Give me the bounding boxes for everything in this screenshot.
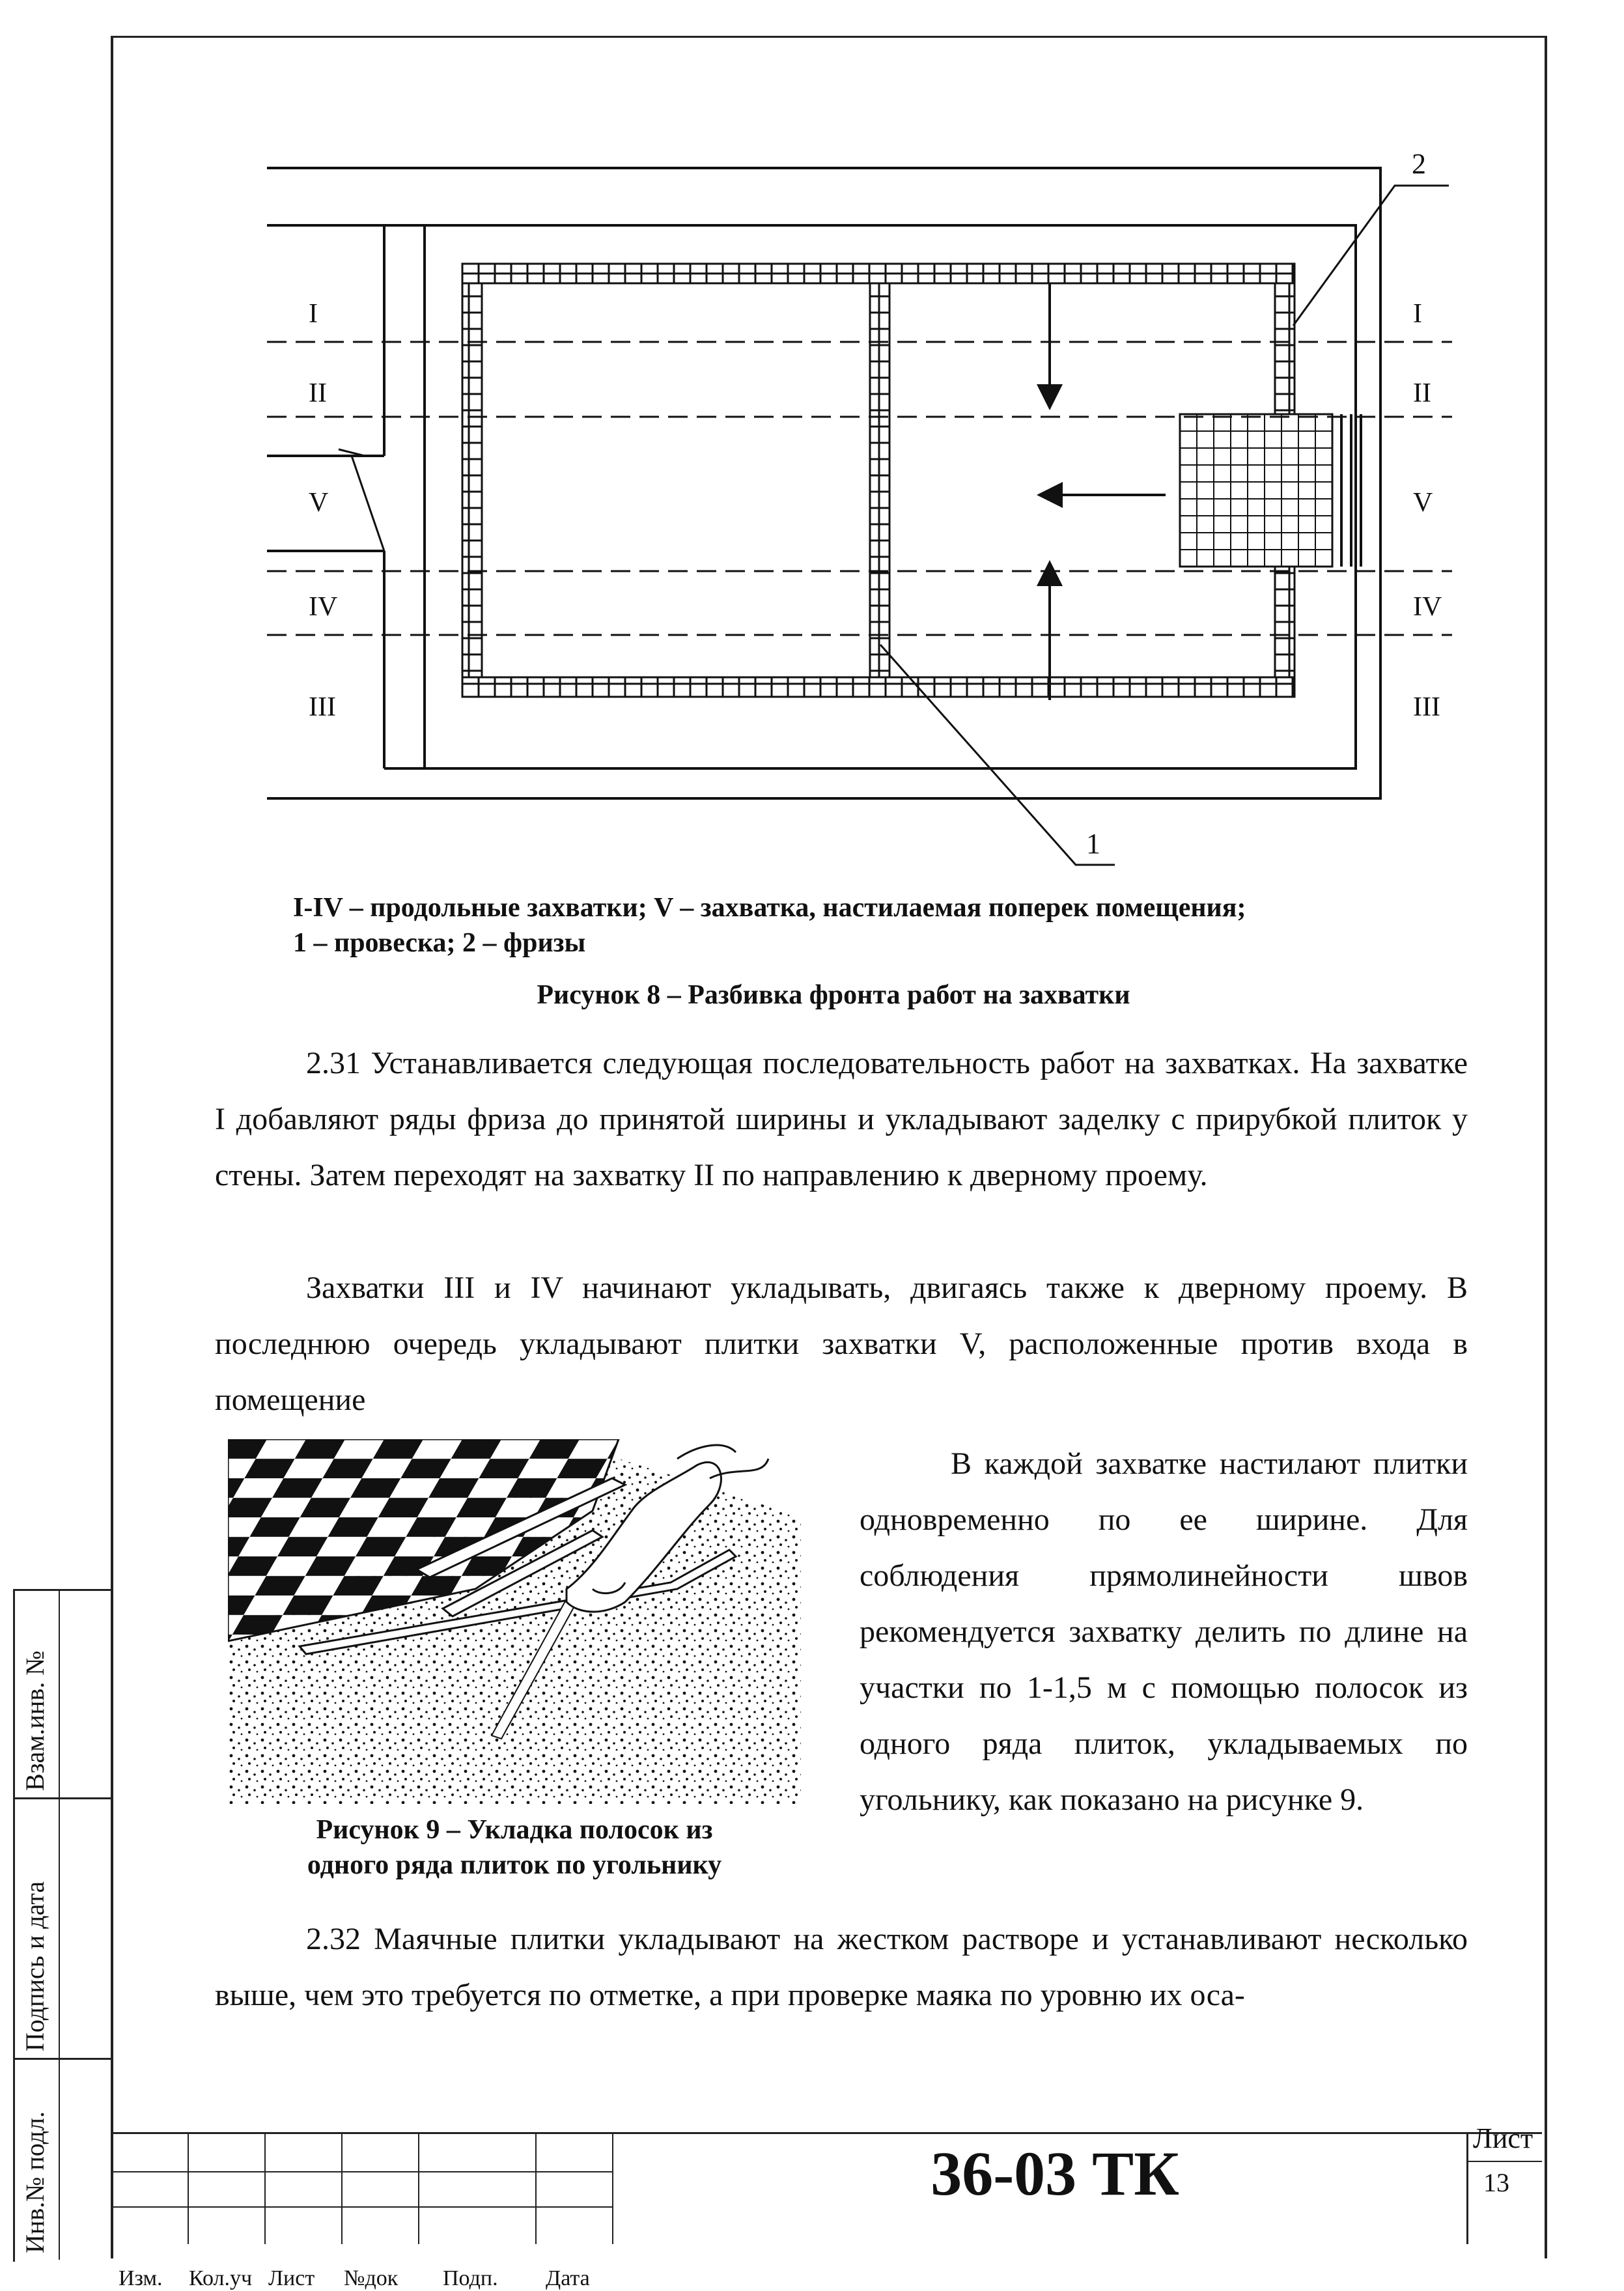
paragraph-2-32: 2.32 Маячные плитки укладывают на жестком растворе и устанавливают несколько выше, чем это требуется по отметке, а при проверке маяка по уровню их оса-	[215, 1922, 1468, 2012]
side-label-inv-podl: Инв.№ подл.	[20, 2111, 49, 2253]
figure8-caption: Рисунок 8 – Разбивка фронта работ на захватки	[537, 980, 1130, 1010]
figure9-caption-line1: Рисунок 9 – Укладка полосок из	[316, 1815, 713, 1845]
stamp-col-6	[535, 2132, 613, 2244]
document-code: 36-03 ТК	[931, 2139, 1179, 2208]
paragraph-zakhvatki: Захватки III и IV начинают укладывать, двигаясь также к дверному проему. В последнюю очередь укладывают плитки захватки V, расположенные против входа в помещение	[215, 1271, 1468, 1417]
stamp-label-kol-uch: Кол.уч	[189, 2266, 253, 2290]
stamp-label-podp: Подп.	[443, 2266, 498, 2290]
roman-right-3: V	[1413, 488, 1433, 518]
stamp-col-sheet	[1466, 2132, 1468, 2244]
figure8-legend-line1: I-IV – продольные захватки; V – захватка, настилаемая поперек помещения;	[293, 893, 1246, 923]
stamp-label-data: Дата	[546, 2266, 590, 2290]
figure9-caption-line2: одного ряда плиток по угольнику	[307, 1850, 722, 1880]
stamp-sheet-divider	[1466, 2161, 1542, 2162]
roman-left-3: V	[309, 488, 329, 518]
side-divider-2	[13, 2058, 111, 2060]
side-divider-1	[13, 1797, 111, 1799]
figure-9-illustration	[228, 1439, 814, 1817]
stamp-col-3	[264, 2132, 343, 2244]
paragraph-kazhdoi: В каждой захватке настилают плитки одновременно по ее ширине. Для соблюдения прямолинейности швов рекомендуется захватку делить по длине на участки по 1-1,5 м с помощью полосок из одного ряда плиток, укладываемых по угольнику, как показано на рисунке 9.	[860, 1446, 1468, 1817]
roman-left-5: III	[309, 692, 336, 722]
roman-left-2: II	[309, 378, 327, 408]
stamp-label-list: Лист	[268, 2266, 315, 2290]
figure8-label-2: 2	[1412, 148, 1426, 180]
stamp-col-1	[111, 2132, 189, 2244]
roman-right-2: II	[1413, 378, 1431, 408]
paragraph-2-31: 2.31 Устанавливается следующая последовательность работ на захватках. На захватке I добавляют ряды фриза до принятой ширины и укладывают заделку с прирубкой плиток у стены. Затем переходят на захватку II по направлению к дверному проему.	[215, 1046, 1468, 1192]
stamp-col-4	[341, 2132, 419, 2244]
stamp-col-5	[418, 2132, 537, 2244]
figure-8-plan	[247, 150, 1472, 886]
stamp-label-izm: Изм.	[119, 2266, 163, 2290]
side-label-vzam-inv: Взам.инв. №	[20, 1650, 49, 1791]
roman-right-1: I	[1413, 299, 1422, 329]
roman-right-4: IV	[1413, 592, 1442, 622]
sheet-number: 13	[1483, 2168, 1509, 2197]
figure8-label-1: 1	[1086, 828, 1100, 860]
roman-left-4: IV	[309, 592, 338, 622]
side-divider-col	[59, 1589, 60, 2260]
stamp-col-2	[188, 2132, 266, 2244]
sheet-label: Лист	[1473, 2122, 1533, 2154]
figure8-legend-line2: 1 – провеска; 2 – фризы	[293, 928, 586, 958]
side-label-podpis: Подпись и дата	[20, 1881, 49, 2051]
stamp-label-ndok: №док	[344, 2266, 399, 2290]
roman-right-5: III	[1413, 692, 1440, 722]
roman-left-1: I	[309, 299, 318, 329]
